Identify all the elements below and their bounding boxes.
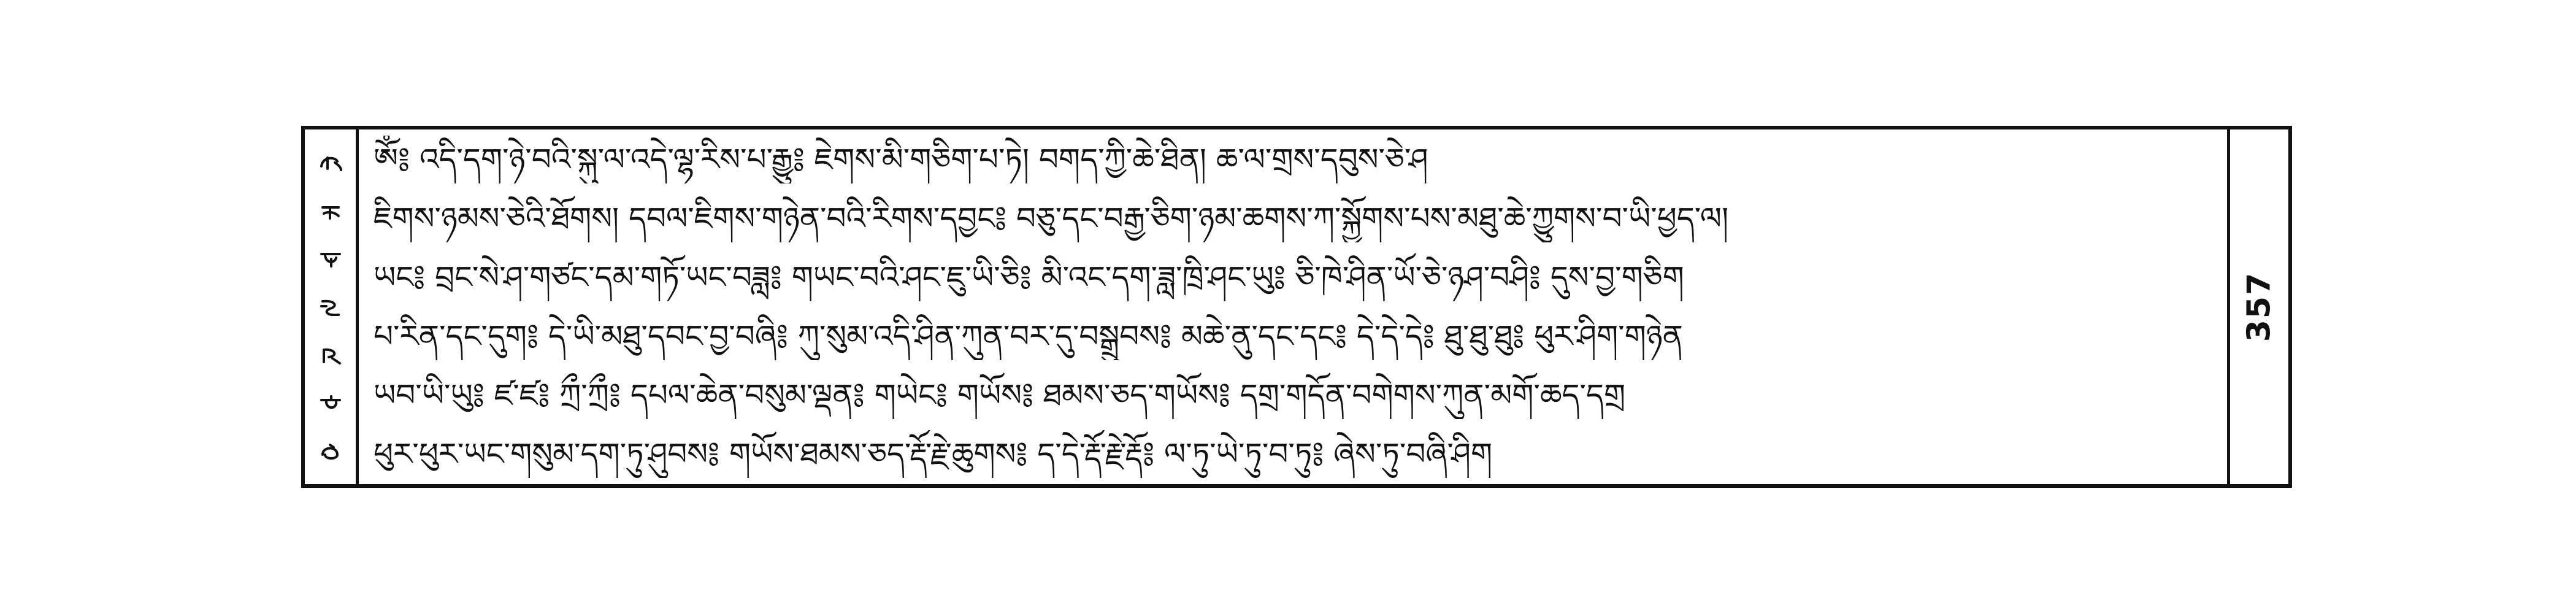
margin-glyph bbox=[316, 153, 345, 171]
text-line-6 bbox=[374, 430, 2212, 478]
margin-glyph bbox=[316, 394, 345, 412]
page-number: 357 bbox=[2241, 271, 2278, 342]
left-margin-label bbox=[305, 129, 359, 484]
text-line-5-content: ཡབ་ཡི་ཡུ༔ ཛ་ཛ༔ ཀྲྀ་ཀྲྀ༔ དཔལ་ཆེན་བསུམ་ལྡན༔ གཡེང༔ གཡོས༔ ཐམས་ཅད་གཡོས༔ དགྲ་གདོན་བགེགས་ཀུན་མགོ་ཆད་དགྲ bbox=[374, 377, 1626, 413]
text-line-4 bbox=[374, 312, 2212, 360]
margin-glyph bbox=[316, 249, 345, 268]
text-line-2-content: ཇིགས་ཉམས་ཅེའི་ཐོགས། དབལ་ཇིགས་གཉེན་བའི་རིགས་དབྱང༔ བཅུ་དང་བརྒྱ་ཅིག་ཉམ་ཆགས་ཀ་སྐྱོགས་པས་མཐུ་ཆེ་ཀྱུགས་བ་ཡི་ཕྱད་ལ། bbox=[374, 201, 1729, 236]
margin-glyph bbox=[316, 442, 345, 461]
text-line-5 bbox=[374, 371, 2212, 419]
manuscript-page bbox=[301, 126, 2292, 488]
text-line-2 bbox=[374, 195, 2212, 242]
text-line-6-content: ཕུར་ཕུར་ཡང་གསུམ་དག་ཏུ་ཤུབས༔ གཡོས་ཐམས་ཅད་རྡོ་རྗེ་ཆུགས༔ ད་དེ་རྡོ་རྗེ་རྡོ༔ ལ་ཏུ་ཡེ་ཏུ་བ་ཏུ༔ ཞེས་ཏུ་བཞི་ཤིག bbox=[374, 436, 1493, 472]
right-margin bbox=[2227, 129, 2288, 484]
margin-glyph bbox=[316, 201, 345, 220]
margin-glyph bbox=[316, 298, 345, 316]
text-block bbox=[361, 129, 2225, 484]
margin-glyph bbox=[316, 346, 345, 364]
text-line-1-content: ༀ༔ འདི་དག་ཉེ་བའི་སྐུ་ལ་འདེ་ལྷ་རིས་པ་རྒྱུ༔ ཇེགས་མི་གཅིག་པ་ཏེ། བགད་ཀྱི་ཆེ་ཐིན། ཆ་ལ་གྲས་དབུས་ཅེ་ཤ bbox=[374, 142, 1428, 177]
text-line-3 bbox=[374, 253, 2212, 301]
text-line-1 bbox=[374, 136, 2212, 183]
text-line-4-content: པ་རིན་དང་དུག༔ དེ་ཡི་མཐུ་དབང་བྱ་བཞི༔ ཀུ་སུམ་འདི་ཤིན་ཀུན་བར་དུ་བསྒྲུབས༔ མཆེ་ནུ་དང་དང༔ དེ་དེ་དེ༔ ཐུ་ཐུ་ཐུ༔ ཕུར་ཤིག་གཉེན bbox=[374, 318, 1683, 354]
text-line-3-content: ཡང༔ བྲང་སེ་ཤ་གཙང་དམ་གཏོ་ཡང་བཟླ༔ གཡང་བའི་ཤང་ཇུ་ཡི་ཅི༔ མི་འང་དག་ཟླ་ཁྲི་ཤང་ཡུ༔ ཅི་ཁེ་ཤིན་ཡོ་ཅེ་ཉཤ་བཤི༔ དུས་བྱ་གཅིག bbox=[374, 260, 1684, 295]
